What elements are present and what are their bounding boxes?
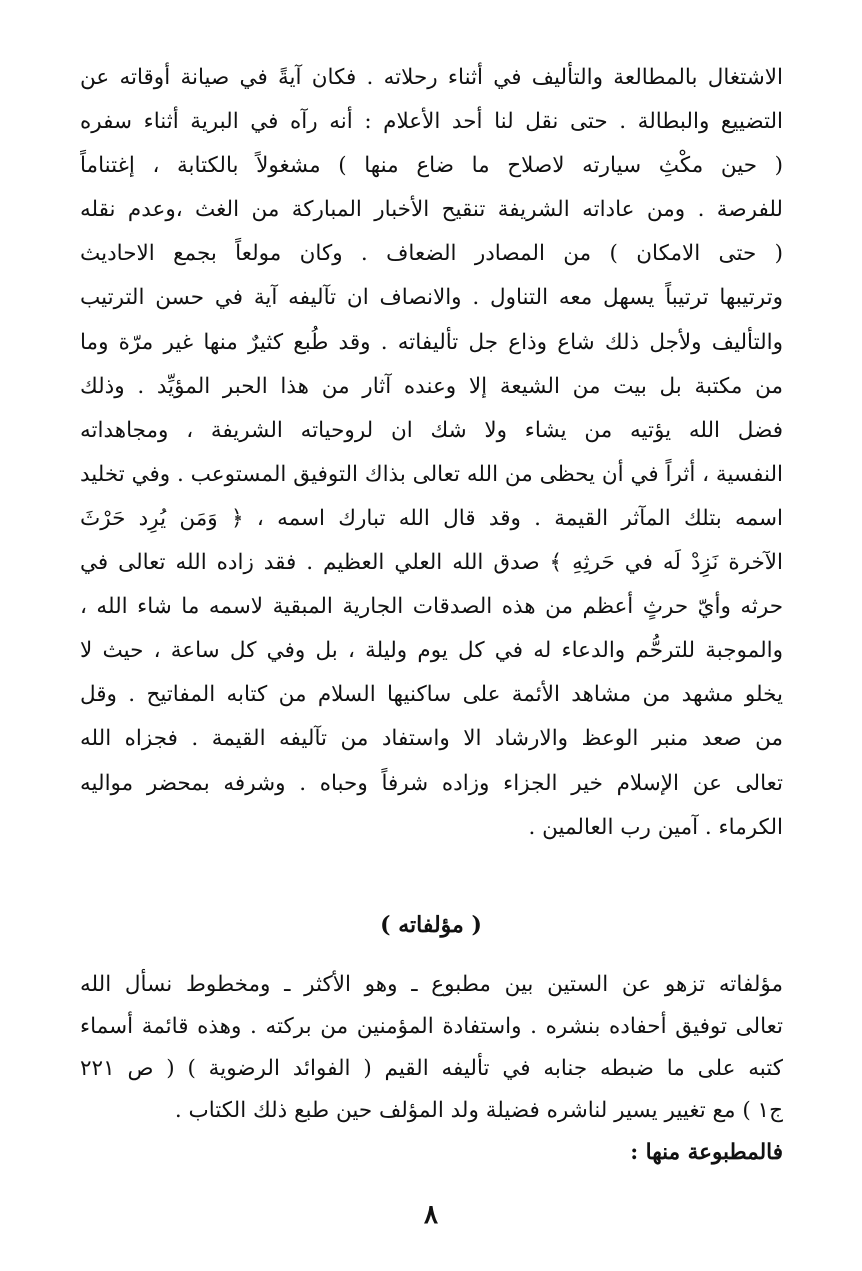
- text-line: النفسية ، أثراً في أن يحظى من الله تعالى بذاك التوفيق المستوعب . وفي تخليد: [80, 461, 783, 487]
- text-line: ( حين مكْثِ سيارته لاصلاح ما ضاع منها ) مشغولاً بالكتابة ، إغتناماً: [80, 153, 783, 179]
- text-line: الآخرة نَزِدْ لَه في حَرثِهِ ﴾ صدق الله العلي العظيم . فقد زاده الله تعالى في: [80, 550, 783, 576]
- text-line: ج١ ) مع تغيير يسير لناشره فضيلة ولد المؤلف حين طبع ذلك الكتاب .: [174, 1098, 783, 1123]
- text-line: فالمطبوعة منها :: [630, 1140, 783, 1165]
- text-line: والموجبة للترحُّم والدعاء له في كل يوم وليلة ، بل وفي كل ساعة ، حيث لا: [80, 638, 783, 664]
- text-line: التضييع والبطالة . حتى نقل لنا أحد الأعلام : أنه رآه في البرية أثناء سفره: [80, 109, 783, 135]
- text-line: والتأليف ولأجل ذلك شاع وذاع جل تأليفاته . وقد طُبع كثيرٌ منها غير مرّة وما: [80, 329, 783, 355]
- text-line: يخلو مشهد من مشاهد الأئمة على ساكنيها السلام من كتابه المفاتيح . وقل: [80, 682, 783, 708]
- text-line: للفرصة . ومن عاداته الشريفة تنقيح الأخبار المباركة من الغث ،وعدم نقله: [80, 197, 783, 223]
- text-line: كتبه على ما ضبطه جنابه في تأليفه القيم ( الفوائد الرضوية ) ( ص ٢٢١: [80, 1056, 783, 1081]
- works-paragraph: [80, 964, 783, 1174]
- text-line: فضل الله يؤتيه من يشاء ولا شك ان لروحياته الشريفة ، ومجاهداته: [80, 417, 783, 443]
- text-line: من صعد منبر الوعظ والارشاد الا واستفاد من تآليفه القيمة . فجزاه الله: [80, 726, 783, 752]
- text-line: حرثه وأيّ حرثٍ أعظم من هذه الصدقات الجارية المبقية لاسمه ما شاء الله ،: [80, 594, 783, 620]
- text-line: من مكتبة بل بيت من الشيعة إلا وعنده آثار من هذا الحبر المؤيِّد . وذلك: [80, 373, 783, 399]
- text-line: مؤلفاته تزهو عن الستين بين مطبوع ـ وهو الأكثر ـ ومخطوط نسأل الله: [80, 972, 783, 997]
- section-heading: ( مؤلفاته ): [380, 912, 482, 938]
- text-line: تعالى توفيق أحفاده بنشره . واستفادة المؤمنين من بركته . وهذه قائمة أسماء: [80, 1014, 783, 1039]
- text-line: اسمه بتلك المآثر القيمة . وقد قال الله تبارك اسمه ، ﴿ وَمَن يُرِد حَرْثَ: [80, 505, 783, 531]
- text-line: الكرماء . آمين رب العالمين .: [528, 814, 783, 840]
- text-line: الاشتغال بالمطالعة والتأليف في أثناء رحلاته . فكان آيةً في صيانة أوقاته عن: [80, 65, 783, 90]
- page-number: ٨: [424, 1200, 438, 1230]
- text-line: تعالى عن الإسلام خير الجزاء وزاده شرفاً وحباه . وشرفه بمحضر مواليه: [80, 770, 783, 796]
- biography-paragraph: [80, 56, 783, 850]
- text-line: وترتيبها ترتيباً يسهل معه التناول . والانصاف ان تآليفه آية في حسن الترتيب: [80, 285, 783, 311]
- text-line: ( حتى الامكان ) من المصادر الضعاف . وكان مولعاً بجمع الاحاديث: [80, 241, 783, 267]
